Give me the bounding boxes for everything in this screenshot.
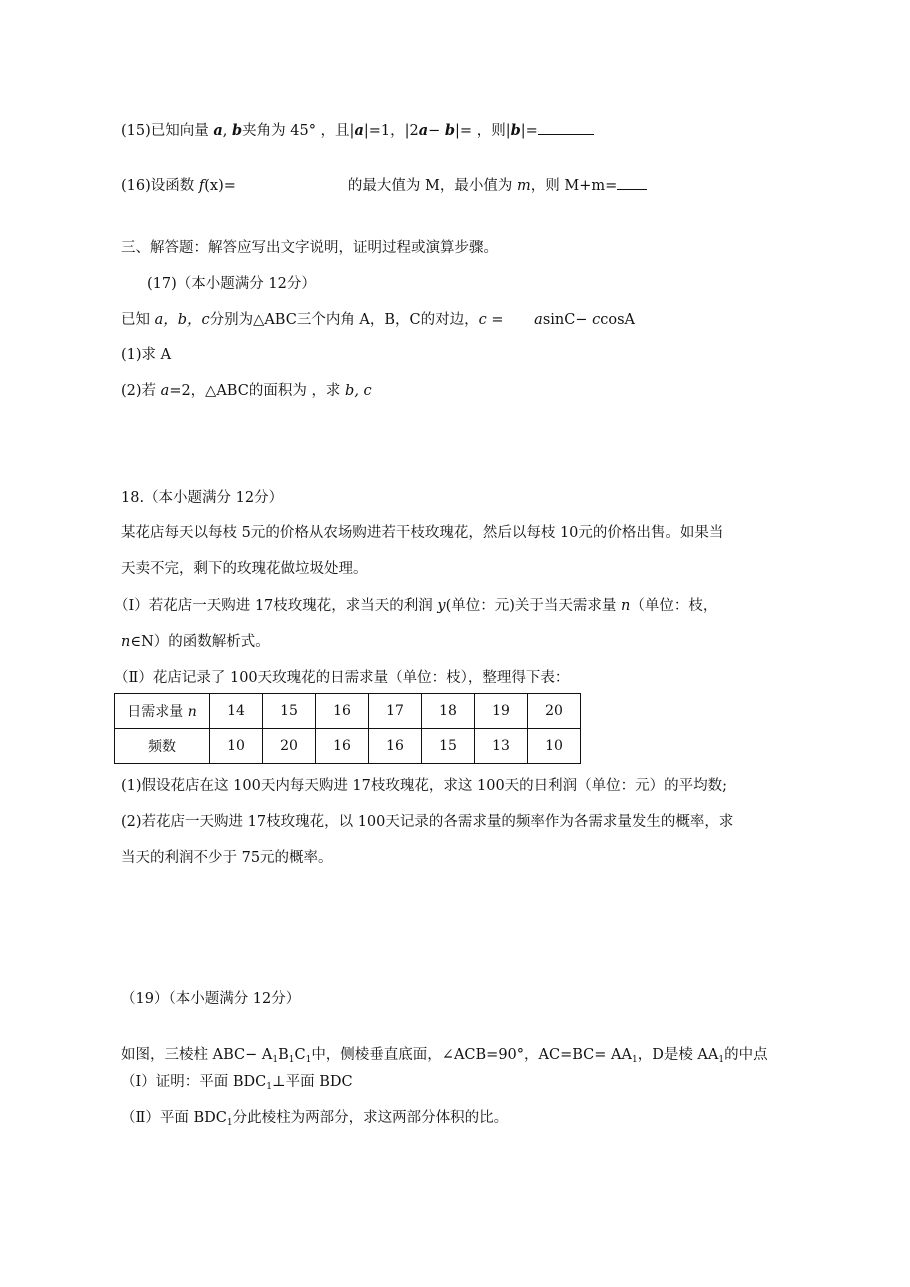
- q17-given-mid: 分别为△ABC三个内角 A，B，C的对边，: [209, 312, 479, 328]
- q16-answer-blank[interactable]: [617, 175, 647, 190]
- table-cell: 15: [263, 694, 316, 729]
- q19-part-1: [121, 1072, 353, 1097]
- q16-text: (16)设函数: [121, 178, 199, 194]
- q17-rhs-end: cosA: [600, 312, 635, 328]
- q16-f: f: [198, 178, 205, 194]
- q19-p1-sub: 1: [266, 1082, 272, 1092]
- q16-end: ，则 M+m=: [530, 178, 618, 194]
- question-16: [121, 175, 647, 196]
- q19-p1-b: ⊥平面 BDC: [271, 1074, 353, 1090]
- table-cell: 13: [475, 729, 528, 764]
- table-row-frequency: [115, 729, 581, 764]
- q17-p2-a: a: [160, 383, 170, 399]
- q17-rhs-a: a: [534, 312, 543, 328]
- q18-intro-1: 某花店每天以每枝 5元的价格从农场购进若干枝玫瑰花，然后以每枝 10元的价格出售。如果当: [121, 525, 724, 541]
- q17-eq: =: [486, 312, 509, 328]
- q18-header: 18.（本小题满分 12分）: [121, 490, 284, 506]
- q17-p2-mid: =2，△ABC的面积为 ，求: [169, 383, 346, 399]
- q18-part-1-line-2: [121, 632, 270, 652]
- q17-rhs: sinC−: [542, 312, 593, 328]
- q17-p2-prefix: (2)若: [121, 383, 161, 399]
- table-cell: 16: [369, 729, 422, 764]
- q19-p1-a: （Ⅰ）证明：平面 BDC: [121, 1074, 267, 1090]
- section-3-heading: 三、解答题：解答应写出文字说明，证明过程或演算步骤。: [121, 240, 498, 256]
- q19-intro-b: B: [278, 1047, 289, 1063]
- q16-desc: 的最大值为 M，最小值为: [347, 178, 517, 194]
- q15-vector-a: a: [213, 122, 223, 139]
- demand-frequency-table: [114, 693, 581, 764]
- q18-sub-2a: (2)若花店一天购进 17枝玫瑰花，以 100天记录的各需求量的频率作为各需求量发生的概率，求: [121, 814, 734, 830]
- q18-p1-n: n: [621, 598, 631, 614]
- table-cell: 20: [263, 729, 316, 764]
- q19-intro-f: 的中点: [724, 1047, 768, 1063]
- table-header-frequency: 频数: [115, 729, 210, 764]
- q15-vector-a3: a: [418, 122, 429, 139]
- q17-rhs-c: c: [592, 312, 601, 328]
- table-cell: 18: [422, 694, 475, 729]
- q15-condition-b: |=1，|2: [363, 123, 419, 139]
- q19-header: （19）（本小题满分 12分）: [121, 991, 301, 1007]
- q19-intro-d: 中，侧棱垂直底面，∠ACB=90°，AC=BC= AA: [311, 1047, 632, 1063]
- table-row-demand: [115, 694, 581, 729]
- q17-given: [121, 310, 635, 330]
- q15-condition-2: |= ，则|: [455, 123, 511, 139]
- q16-m: m: [516, 178, 531, 194]
- q15-angle: 夹角为 45°: [242, 123, 316, 139]
- q18-p1-prefix: （Ⅰ）若花店一天购进 17枝玫瑰花，求当天的利润: [114, 598, 438, 614]
- q19-p2-a: （Ⅱ）平面 BDC: [121, 1110, 227, 1126]
- q19-sub-5: 1: [718, 1055, 725, 1065]
- q19-p2-b: 分此棱柱为两部分，求这两部分体积的比。: [232, 1110, 509, 1126]
- q17-header: (17)（本小题满分 12分）: [147, 276, 316, 292]
- q15-vector-b2: b: [444, 122, 456, 139]
- q17-part-2: [121, 381, 372, 401]
- q19-intro: [121, 1045, 768, 1070]
- q18-part-2: （Ⅱ）花店记录了 100天玫瑰花的日需求量（单位：枝），整理得下表：: [114, 670, 570, 686]
- table-header-demand: [115, 694, 210, 729]
- q16-arg: (x)=: [204, 178, 236, 194]
- q15-comma: ,: [222, 123, 232, 139]
- table-cell: 16: [316, 729, 369, 764]
- q19-part-2: [121, 1108, 508, 1133]
- q17-given-prefix: 已知: [121, 312, 155, 328]
- q18-sub-1: (1)假设花店在这 100天内每天购进 17枝玫瑰花，求这 100天的日利润（单位：元）的平均数;: [121, 778, 728, 794]
- q18-intro-2: 天卖不完，剩下的玫瑰花做垃圾处理。: [121, 561, 368, 577]
- q18-p1-end: （单位：枝，: [630, 598, 718, 614]
- demand-label: 日需求量: [127, 704, 188, 720]
- q15-minus: −: [428, 123, 445, 139]
- q19-intro-a: 如图，三棱柱 ABC− A: [121, 1047, 273, 1063]
- q19-intro-c: C: [294, 1047, 306, 1063]
- q15-text: (15)已知向量: [121, 123, 214, 139]
- q19-sub-4: 1: [631, 1055, 638, 1065]
- q18-p1-line2-n: n: [121, 634, 131, 650]
- q15-vector-a2: a: [354, 122, 364, 139]
- q19-sub-2: 1: [288, 1055, 295, 1065]
- table-cell: 10: [210, 729, 263, 764]
- q17-c: c: [478, 312, 487, 328]
- q19-intro-e: ，D是棱 AA: [637, 1047, 719, 1063]
- q18-p1-mid: (单位：元)关于当天需求量: [445, 598, 622, 614]
- table-cell: 15: [422, 729, 475, 764]
- q17-sides: a，b，c: [154, 312, 210, 328]
- q18-sub-2b: 当天的利润不少于 75元的概率。: [121, 850, 333, 866]
- demand-label-n: n: [187, 704, 197, 720]
- q19-p2-sub: 1: [226, 1118, 233, 1128]
- q15-answer-blank[interactable]: [538, 120, 594, 135]
- q18-p1-line2-text: ∈N）的函数解析式。: [130, 634, 270, 650]
- table-cell: 20: [528, 694, 581, 729]
- q15-vector-b3: b: [510, 122, 521, 139]
- q17-p2-end: b, c: [345, 383, 372, 399]
- table-cell: 19: [475, 694, 528, 729]
- table-cell: 10: [528, 729, 581, 764]
- table-cell: 14: [210, 694, 263, 729]
- q15-end: |=: [520, 123, 538, 139]
- table-cell: 16: [316, 694, 369, 729]
- question-15: [121, 120, 594, 141]
- q15-vector-b: b: [232, 122, 243, 139]
- q18-part-1: [114, 596, 717, 616]
- q15-condition: ，且|: [315, 123, 355, 139]
- q18-p1-y: y: [437, 598, 446, 614]
- q19-sub-3: 1: [305, 1055, 312, 1065]
- q19-sub-1: 1: [272, 1055, 279, 1065]
- table-cell: 17: [369, 694, 422, 729]
- q17-part-1: (1)求 A: [121, 347, 172, 363]
